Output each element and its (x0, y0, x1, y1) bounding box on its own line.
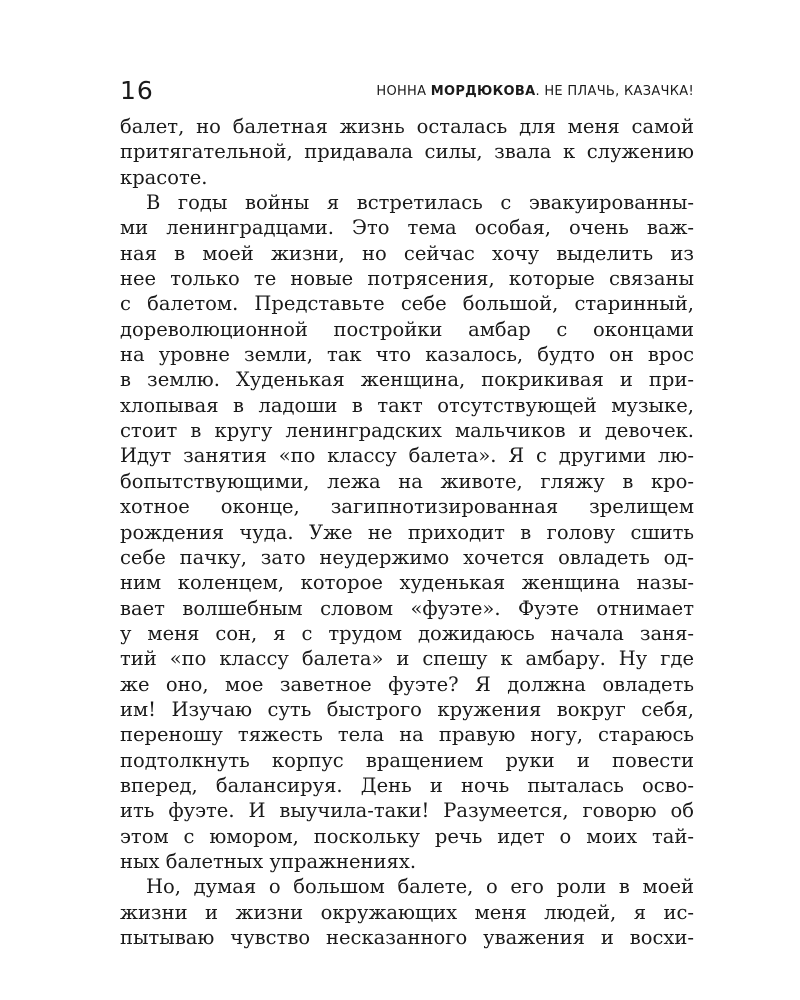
text-line: этом с юмором, поскольку речь идет о моих тай- (120, 824, 694, 848)
text-line: бопытствующими, лежа на животе, гляжу в кро- (120, 469, 694, 493)
book-title: . НЕ ПЛАЧЬ, КАЗАЧКА! (535, 84, 694, 99)
text-line: им! Изучаю суть быстрого кружения вокруг себя, (120, 697, 694, 721)
text-line: с балетом. Представьте себе большой, старинный, (120, 292, 694, 316)
text-line: дореволюционной постройки амбар с оконцами (120, 317, 694, 341)
paragraph-first-line: В годы войны я встретилась с эвакуированны- (146, 191, 694, 215)
text-line: ить фуэте. И выучила-таки! Разумеется, говорю об (120, 799, 694, 823)
text-line: красоте. (120, 165, 208, 189)
text-line: переношу тяжесть тела на правую ногу, стараюсь (120, 723, 694, 747)
running-head (376, 84, 694, 100)
text-line: пытываю чувство несказанного уважения и восхи- (120, 926, 694, 949)
text-line: Идут занятия «по классу балета». Я с другими лю- (120, 444, 694, 468)
paragraph-first-line: Но, думая о большом балете, о его роли в моей (146, 875, 694, 899)
text-line: ных балетных упражнениях. (120, 849, 417, 873)
text-line: хотное оконце, загипнотизированная зрелищем (120, 495, 694, 519)
text-line: подтолкнуть корпус вращением руки и повести (120, 748, 694, 772)
text-line: жизни и жизни окружающих меня людей, я ис- (120, 900, 694, 924)
text-line: рождения чуда. Уже не приходит в голову сшить (120, 520, 694, 544)
text-line: на уровне земли, так что казалось, будто он врос (120, 343, 694, 367)
text-line: нее только те новые потрясения, которые связаны (120, 267, 694, 291)
text-line: притягательной, придавала силы, звала к служению (120, 140, 694, 164)
page-number: 16 (120, 76, 154, 105)
text-line: ми ленинградцами. Это тема особая, очень важ- (120, 216, 694, 240)
text-line: стоит в кругу ленинградских мальчиков и девочек. (120, 419, 694, 443)
text-line: ним коленцем, которое худенькая женщина назы- (120, 571, 694, 595)
text-line: же оно, мое заветное фуэте? Я должна овладеть (120, 672, 694, 696)
text-line: хлопывая в ладоши в такт отсутствующей музыке, (120, 393, 694, 417)
text-line: тий «по классу балета» и спешу к амбару. Ну где (120, 647, 694, 671)
text-line: балет, но балетная жизнь осталась для меня самой (120, 115, 694, 138)
text-line: вает волшебным словом «фуэте». Фуэте отнимает (120, 596, 694, 620)
author-surname: МОРДЮКОВА (430, 84, 536, 99)
text-line: вперед, балансируя. День и ночь пыталась осво- (120, 773, 694, 797)
text-line: у меня сон, я с трудом дожидаюсь начала заня- (120, 621, 694, 645)
text-line: ная в моей жизни, но сейчас хочу выделить из (120, 241, 694, 265)
body-text (120, 114, 694, 950)
page-header (120, 76, 694, 106)
author-first-name: НОННА (376, 84, 431, 99)
text-line: в землю. Худенькая женщина, покрикивая и при- (120, 368, 694, 392)
text-line: себе пачку, зато неудержимо хочется овладеть од- (120, 545, 694, 569)
